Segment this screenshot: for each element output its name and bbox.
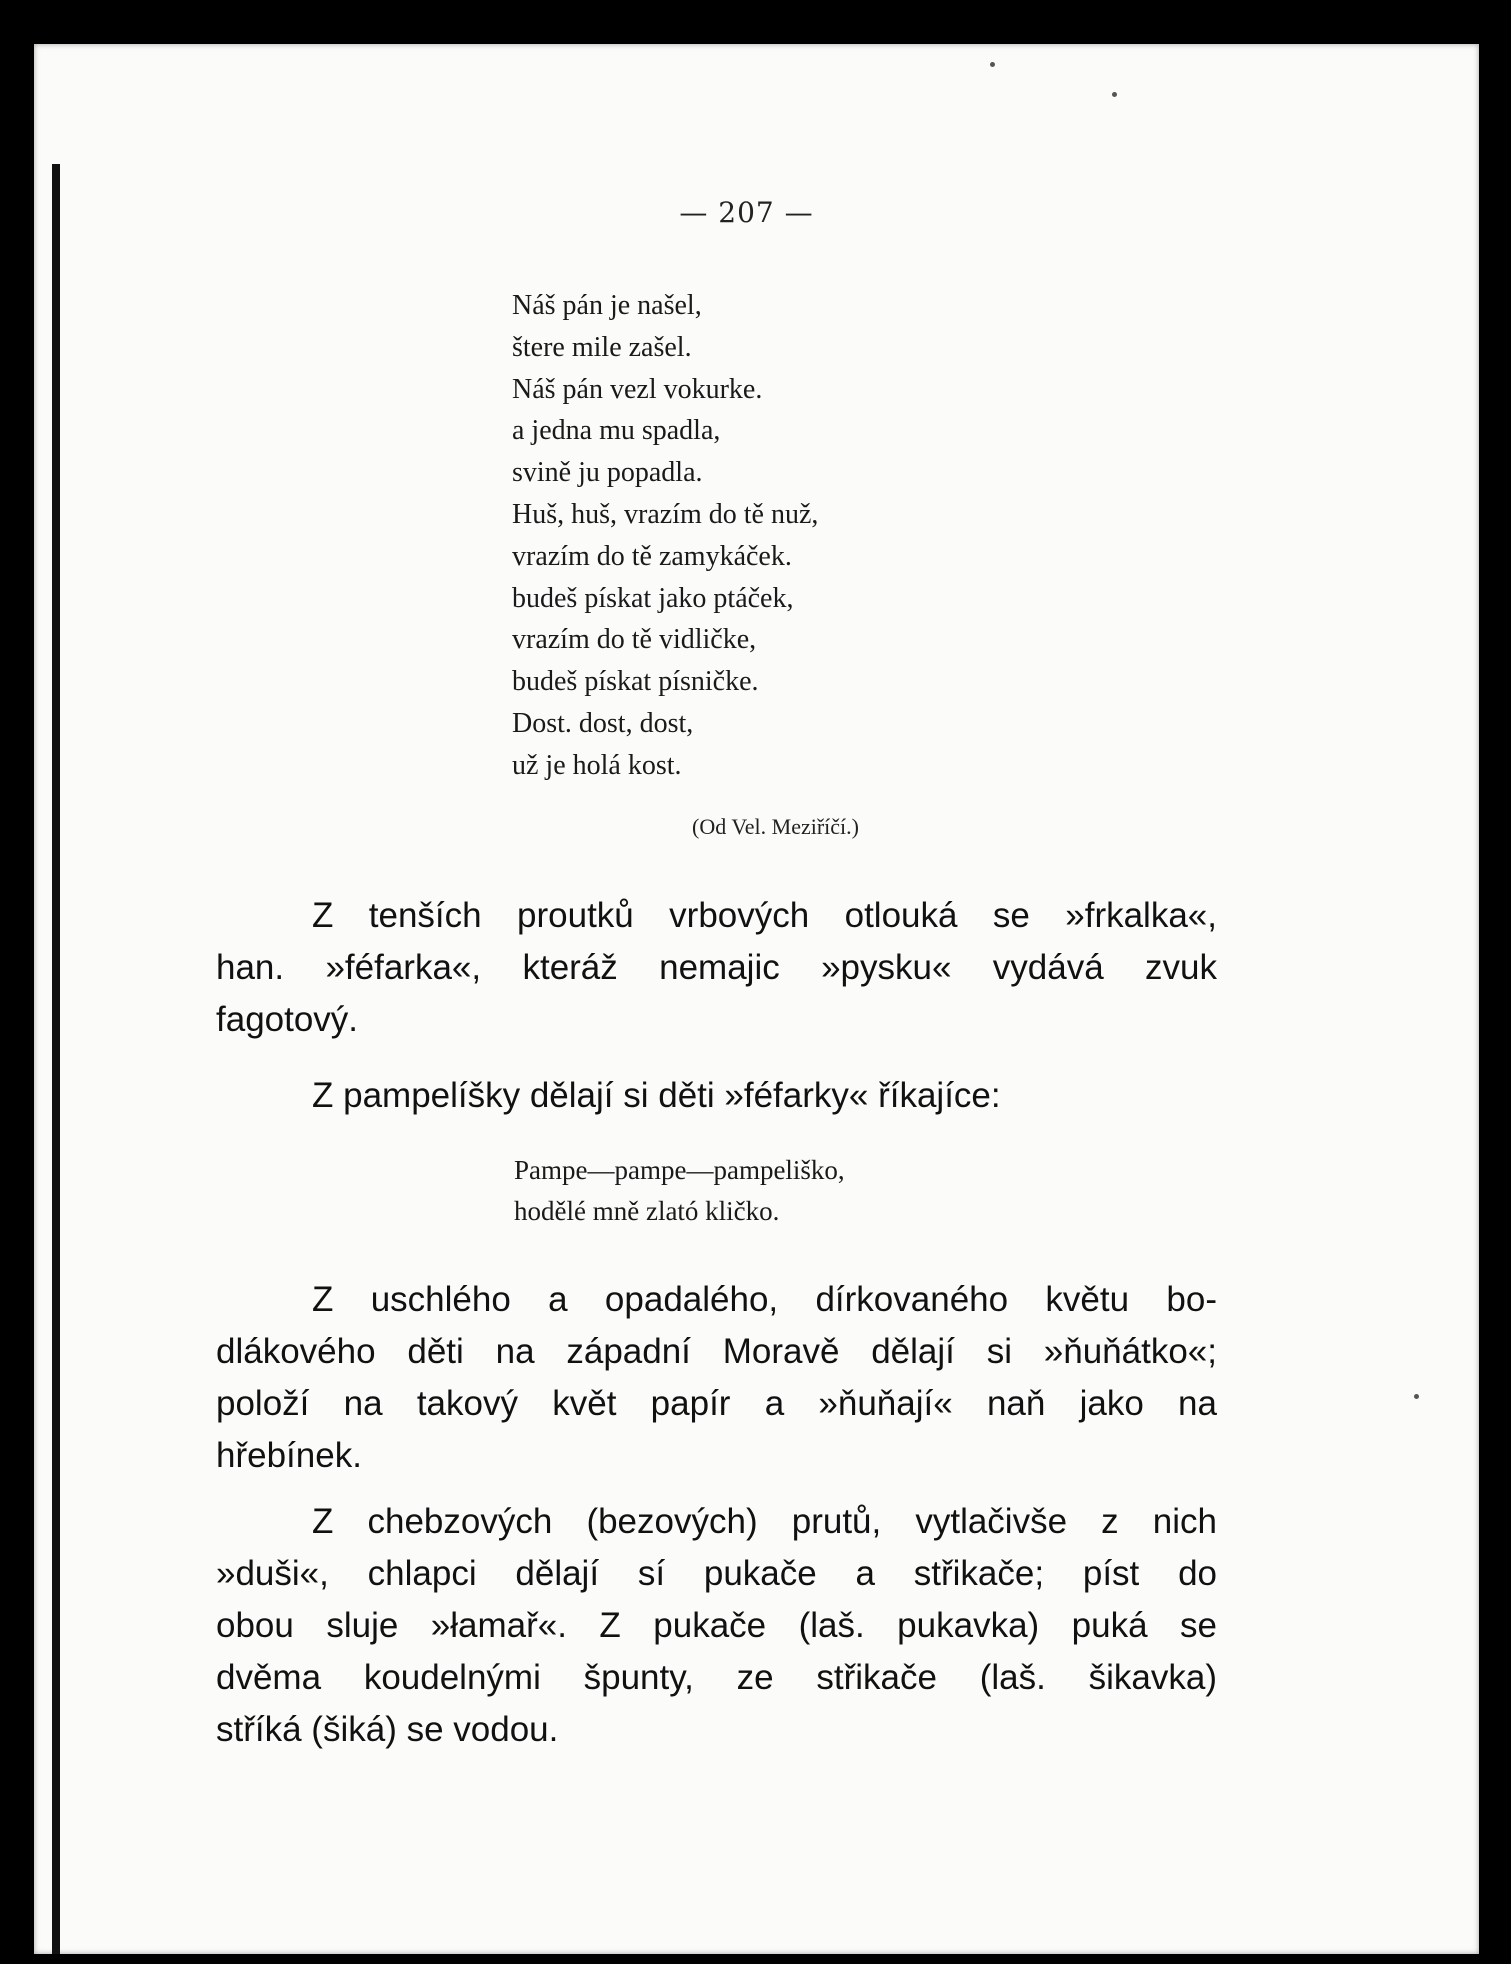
paragraph-frkalka bbox=[216, 890, 1217, 1046]
verse-line: Dost. dost, dost, bbox=[512, 707, 694, 739]
paragraph-line: dlákového děti na západní Moravě dělají si »ňuňátko«; bbox=[216, 1332, 1217, 1371]
verse-line: vrazím do tě vidličke, bbox=[512, 624, 757, 656]
paragraph-line: Z pampelíšky dělají si děti »féfarky« říkajíce: bbox=[312, 1076, 1001, 1115]
page-number: — 207 — bbox=[679, 196, 814, 229]
verse-line: budeš pískat jako ptáček, bbox=[512, 582, 794, 614]
verse-line: svině ju popadla. bbox=[512, 457, 703, 489]
paragraph-line: fagotový. bbox=[216, 1000, 359, 1039]
verse-line: štere mile zašel. bbox=[512, 331, 692, 363]
verse-line: hodělé mně zlató kličko. bbox=[514, 1196, 780, 1226]
scan-speck bbox=[1112, 92, 1117, 97]
verse-line: vrazím do tě zamykáček. bbox=[512, 540, 792, 572]
verse-line: už je holá kost. bbox=[512, 749, 682, 781]
paragraph-line: obou sluje »łamař«. Z pukače (laš. pukavka) puká se bbox=[216, 1606, 1217, 1645]
book-page bbox=[34, 44, 1479, 1954]
verse-line: Huš, huš, vrazím do tě nuž, bbox=[512, 498, 819, 530]
paragraph-line: Z uschlého a opadalého, dírkovaného květu bo- bbox=[312, 1280, 1217, 1319]
paragraph-line: položí na takový květ papír a »ňuňají« naň jako na bbox=[216, 1384, 1217, 1423]
verse-line: Náš pán vezl vokurke. bbox=[512, 373, 763, 405]
paragraph-pampeliska bbox=[216, 1070, 1217, 1122]
verse-line: budeš pískat písničke. bbox=[512, 666, 759, 698]
paragraph-pukace bbox=[216, 1496, 1217, 1756]
paragraph-line: stříká (šiká) se vodou. bbox=[216, 1710, 559, 1749]
paragraph-line: dvěma koudelnými špunty, ze střikače (laš. šikavka) bbox=[216, 1658, 1217, 1697]
paragraph-line: hřebínek. bbox=[216, 1436, 362, 1475]
verse-line: a jedna mu spadla, bbox=[512, 415, 721, 447]
scan-speck bbox=[1414, 1394, 1419, 1399]
scan-speck bbox=[990, 62, 995, 67]
paragraph-line: han. »féfarka«, kteráž nemajic »pysku« vydává zvuk bbox=[216, 948, 1217, 987]
verse-block-1 bbox=[512, 285, 818, 787]
paragraph-nunatko bbox=[216, 1274, 1217, 1482]
scan-binding-edge bbox=[52, 164, 60, 1954]
verse-line: Náš pán je našel, bbox=[512, 290, 702, 321]
paragraph-line: Z tenších proutků vrbových otlouká se »frkalka«, bbox=[312, 896, 1217, 935]
paragraph-line: Z chebzových (bezových) prutů, vytlačivše z nich bbox=[312, 1502, 1217, 1541]
paragraph-line: »duši«, chlapci dělají sí pukače a střikače; píst do bbox=[216, 1554, 1217, 1593]
verse-block-2 bbox=[514, 1150, 845, 1232]
verse-line: Pampe—pampe—pampeliško, bbox=[514, 1155, 845, 1185]
verse-attribution: (Od Vel. Meziříčí.) bbox=[692, 814, 859, 839]
